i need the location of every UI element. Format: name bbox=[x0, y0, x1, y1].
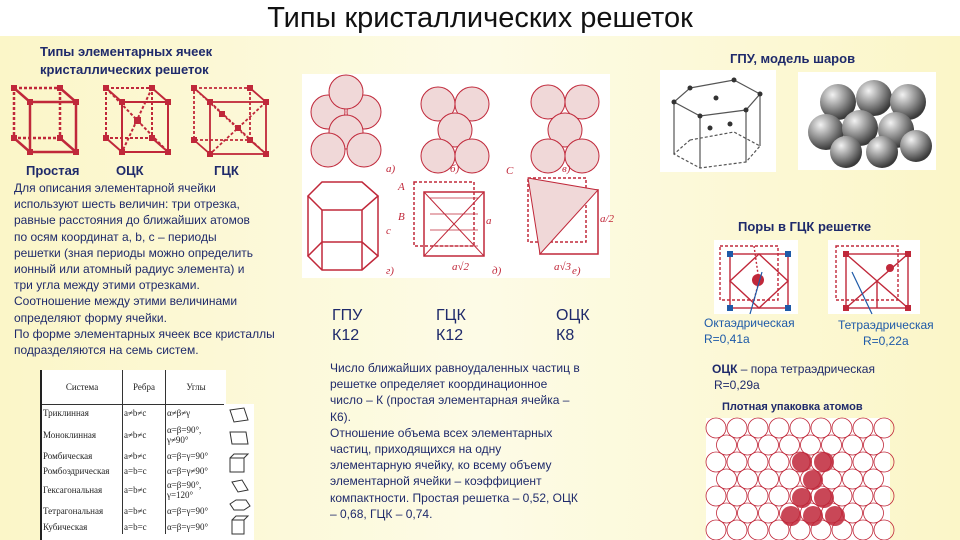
octahedral-pore-label bbox=[704, 315, 795, 347]
coordination-description-line: компактности. Простая решетка – 0,52, ОЦК bbox=[330, 490, 578, 505]
packed-atom bbox=[843, 469, 863, 489]
table-cell: Кубическая bbox=[43, 522, 88, 532]
fcc-lattice bbox=[414, 182, 484, 256]
coord-fcc-name: ГЦК bbox=[436, 307, 466, 324]
cell-types-heading-line2: кристаллических решеток bbox=[40, 62, 209, 77]
packed-atom bbox=[738, 435, 758, 455]
cell-description-line: равные расстояния до ближайших атомов bbox=[14, 213, 250, 228]
bcc-pore-radius: R=0,29a bbox=[714, 378, 760, 392]
cell-description-line: Соотношение между этими величинами bbox=[14, 294, 238, 309]
coordination-description-line: Число ближайших равноудаленных частиц в bbox=[330, 361, 580, 375]
packed-atom bbox=[759, 435, 779, 455]
table-cell: Гексагональная bbox=[43, 485, 103, 495]
figure-letter-v: в) bbox=[562, 163, 571, 175]
table-cell: Моноклинная bbox=[43, 430, 97, 440]
table-header-angles: Углы bbox=[166, 370, 227, 404]
packed-atom bbox=[874, 486, 894, 506]
packed-atom bbox=[864, 435, 884, 455]
bcc-lattice bbox=[528, 178, 598, 254]
packed-atom bbox=[874, 452, 894, 472]
packed-atom bbox=[738, 469, 758, 489]
cell-description-line: Для описания элементарной ячейки bbox=[14, 181, 216, 195]
bcc-pore-note-rest: – пора тетраэдрическая bbox=[737, 362, 875, 376]
figure-mark: a√2 bbox=[452, 261, 470, 273]
packed-atom bbox=[780, 435, 800, 455]
figure-letter-d: д) bbox=[492, 265, 502, 277]
figure-mark: a/2 bbox=[600, 213, 615, 225]
packed-atom bbox=[832, 452, 852, 472]
packed-atom bbox=[843, 435, 863, 455]
packed-atom bbox=[717, 469, 737, 489]
packed-atom bbox=[706, 452, 726, 472]
cell-description-line: решетки (зная периоды можно определить bbox=[14, 245, 254, 260]
packed-atom bbox=[748, 520, 768, 540]
fcc-cell bbox=[191, 85, 269, 157]
octahedral-pore-name: Октаэдрическая bbox=[704, 316, 795, 330]
table-row bbox=[42, 502, 226, 520]
packed-atom bbox=[727, 418, 747, 438]
sphere-packing-a bbox=[311, 75, 381, 167]
table-row bbox=[42, 478, 226, 502]
coordination-description-line: частиц, приходящихся на одну bbox=[330, 442, 502, 457]
table-cell: α=β=γ=90° bbox=[166, 520, 227, 534]
pore-pointer-arrows bbox=[740, 262, 890, 322]
table-cell: a≠b≠c bbox=[123, 422, 166, 448]
packed-atom bbox=[769, 418, 789, 438]
figure-mark: a√3 bbox=[554, 261, 572, 273]
table-row bbox=[42, 404, 226, 422]
unit-cells-figure bbox=[8, 84, 288, 162]
packed-atom bbox=[706, 418, 726, 438]
cell-label-simple: Простая bbox=[26, 163, 80, 178]
cell-description-line: три угла между этими отрезками. bbox=[14, 278, 200, 293]
cell-description-line: ионный или атомный радиус элемента) и bbox=[14, 262, 245, 277]
hcp-cell-figure bbox=[660, 70, 776, 172]
packed-atom bbox=[727, 520, 747, 540]
bcc-pore-note bbox=[712, 361, 875, 393]
coord-hcp-name: ГПУ bbox=[332, 307, 363, 324]
packed-atom bbox=[717, 435, 737, 455]
close-packing-figure bbox=[706, 418, 890, 540]
packed-atom bbox=[759, 469, 779, 489]
cell-types-heading-line1: Типы элементарных ячеек bbox=[40, 44, 213, 59]
cell-description-line: определяют форму ячейки. bbox=[14, 310, 167, 325]
coord-bcc bbox=[556, 306, 590, 346]
figure-letter-g: г) bbox=[386, 265, 394, 277]
coordination-description-line: Отношение объема всех элементарных bbox=[330, 425, 553, 440]
table-cell: a≠b≠c bbox=[123, 448, 166, 464]
table-row bbox=[42, 422, 226, 448]
coordination-description-line: число – К (простая элементарная ячейка – bbox=[330, 393, 570, 408]
packed-atom bbox=[706, 520, 726, 540]
packed-atom bbox=[811, 418, 831, 438]
table-row bbox=[42, 520, 226, 534]
figure-mark: A bbox=[398, 181, 405, 193]
sphere-packing-c bbox=[531, 85, 599, 173]
coord-hcp bbox=[332, 306, 362, 346]
table-cell: α≠β≠γ bbox=[166, 404, 227, 422]
figure-letter-e: е) bbox=[572, 265, 581, 277]
packed-atom bbox=[738, 503, 758, 523]
table-cell: Триклинная bbox=[43, 408, 89, 419]
coord-bcc-number: К8 bbox=[556, 327, 575, 344]
packed-atom bbox=[769, 486, 789, 506]
tetrahedral-pore-label bbox=[838, 317, 934, 349]
pores-heading: Поры в ГЦК решетке bbox=[738, 219, 872, 234]
packed-atom bbox=[832, 418, 852, 438]
close-packing-heading: Плотная упаковка атомов bbox=[722, 401, 863, 413]
table-cell: α=β=90°, γ≠90° bbox=[166, 422, 227, 448]
coord-fcc bbox=[436, 306, 466, 346]
tetrahedral-pore-radius: R=0,22a bbox=[862, 334, 909, 348]
packed-atom bbox=[706, 486, 726, 506]
packed-atom bbox=[790, 418, 810, 438]
table-cell: α=β=90°, γ=120° bbox=[166, 478, 227, 502]
hcp-lattice bbox=[308, 182, 378, 270]
figure-mark: C bbox=[506, 165, 514, 177]
coordination-description-line: К6). bbox=[330, 409, 351, 424]
table-cell: Ромбическая bbox=[43, 451, 93, 461]
hcp-balls-figure bbox=[798, 72, 936, 170]
cell-label-bcc: ОЦК bbox=[116, 163, 144, 178]
lattice-shapes-column bbox=[224, 404, 254, 540]
table-cell: a=b=c bbox=[123, 520, 166, 534]
table-cell: a≠b≠c bbox=[123, 404, 166, 422]
cell-label-fcc: ГЦК bbox=[214, 163, 239, 178]
cell-types-heading bbox=[40, 43, 212, 79]
packed-atom bbox=[864, 469, 884, 489]
figure-letter-b: б) bbox=[450, 163, 460, 175]
table-row bbox=[42, 448, 226, 464]
packed-atom bbox=[832, 486, 852, 506]
figure-letter-a: а) bbox=[386, 163, 396, 175]
crystal-systems-table bbox=[40, 370, 226, 540]
table-cell: Ромбоэдрическая bbox=[43, 466, 110, 476]
table-header-edges: Ребра bbox=[123, 370, 166, 404]
packed-atom bbox=[822, 469, 842, 489]
cell-description-line: По форме элементарных ячеек все кристаллы bbox=[14, 326, 275, 341]
coordination-description-line: элементарную ячейку, ко всему объему bbox=[330, 458, 552, 473]
packed-atom bbox=[727, 452, 747, 472]
packed-atom bbox=[864, 503, 884, 523]
bcc-pore-note-bold: ОЦК bbox=[712, 362, 738, 376]
coordination-description bbox=[330, 360, 600, 522]
coordination-description-line: решетке определяет координационное bbox=[330, 377, 548, 392]
table-cell: Тетрагональная bbox=[43, 506, 104, 516]
packed-atom bbox=[874, 520, 894, 540]
packed-atom bbox=[727, 486, 747, 506]
simple-cubic-cell bbox=[14, 88, 76, 152]
crystal-structures-figure bbox=[302, 74, 615, 278]
table-row bbox=[42, 464, 226, 478]
table-cell: α=β=γ=90° bbox=[166, 448, 227, 464]
sphere-packing-b bbox=[421, 87, 489, 173]
cell-description-line: используют шесть величин: три отрезка, bbox=[14, 197, 240, 212]
coordination-description-line: – 0,68, ГЦК – 0,74. bbox=[330, 506, 433, 521]
packed-atom bbox=[853, 520, 873, 540]
table-cell: a=b≠c bbox=[123, 478, 166, 502]
packed-atom bbox=[853, 418, 873, 438]
hcp-heading: ГПУ, модель шаров bbox=[730, 51, 856, 66]
cell-description-line: по осям координат a, b, c – периоды bbox=[14, 229, 217, 244]
packed-atom bbox=[843, 503, 863, 523]
coord-bcc-name: ОЦК bbox=[556, 307, 590, 324]
table-header-system: Система bbox=[65, 381, 99, 392]
table-cell: a=b=c bbox=[123, 464, 166, 478]
packed-atom bbox=[874, 418, 894, 438]
packed-atom bbox=[748, 418, 768, 438]
packed-atom bbox=[717, 503, 737, 523]
table-cell: α=β=γ≠90° bbox=[166, 464, 227, 478]
cell-description bbox=[14, 180, 304, 358]
packed-atom bbox=[759, 503, 779, 523]
octahedral-pore-radius: R=0,41a bbox=[704, 332, 750, 346]
coord-fcc-number: К12 bbox=[436, 327, 464, 344]
table-cell: a=b≠c bbox=[123, 502, 166, 520]
packed-atom bbox=[780, 469, 800, 489]
packed-atom bbox=[748, 486, 768, 506]
table-cell: α=β=γ=90° bbox=[166, 502, 227, 520]
tetrahedral-pore-name: Тетраэдрическая bbox=[838, 318, 934, 332]
coord-hcp-number: К12 bbox=[332, 327, 360, 344]
packed-atom bbox=[769, 452, 789, 472]
bcc-cell bbox=[103, 85, 171, 155]
packed-atom bbox=[748, 452, 768, 472]
packed-atom bbox=[801, 435, 821, 455]
packed-atom bbox=[822, 435, 842, 455]
packed-atom bbox=[853, 452, 873, 472]
figure-mark: B bbox=[398, 211, 405, 223]
page-title: Типы кристаллических решеток bbox=[0, 0, 960, 36]
coordination-description-line: элементарной ячейки – коэффициент bbox=[330, 474, 542, 489]
figure-mark: a bbox=[486, 215, 492, 227]
packed-atom bbox=[853, 486, 873, 506]
figure-mark: c bbox=[386, 225, 391, 237]
cell-description-line: подразделяются на семь систем. bbox=[14, 343, 199, 358]
